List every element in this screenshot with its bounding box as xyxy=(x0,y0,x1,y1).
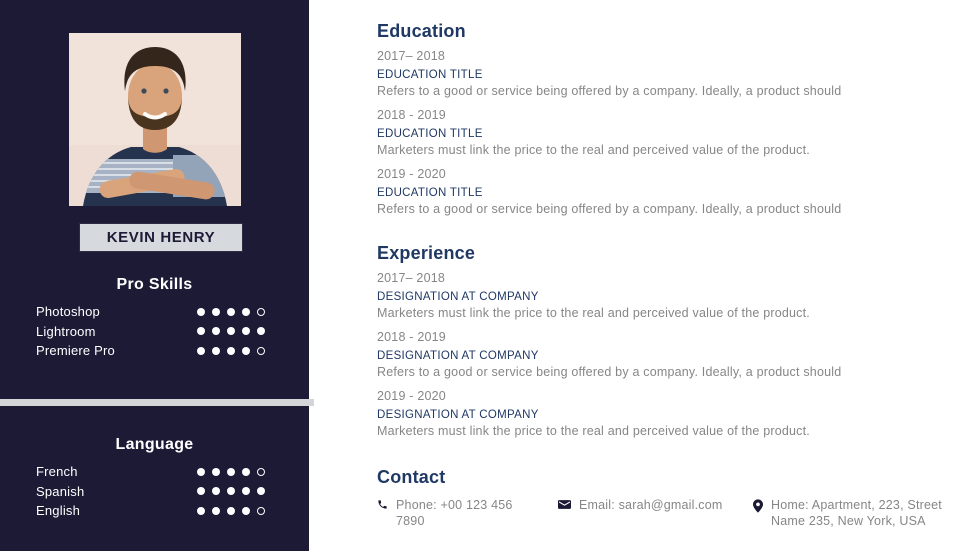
resume-entry xyxy=(377,108,962,158)
experience-entries xyxy=(377,271,962,439)
rating-dot xyxy=(257,507,265,515)
skills-list xyxy=(0,302,309,361)
rating-dot xyxy=(242,507,250,515)
skill-label: Premiere Pro xyxy=(36,343,115,359)
entry-title: EDUCATION TITLE xyxy=(377,128,483,140)
rating-dot xyxy=(257,327,265,335)
entry-period: 2017– 2018 xyxy=(377,49,446,63)
entry-description: Marketers must link the price to the real and perceived value of the product. xyxy=(377,143,810,157)
entry-period: 2018 - 2019 xyxy=(377,108,446,122)
entry-title: DESIGNATION AT COMPANY xyxy=(377,350,539,362)
contact-email xyxy=(558,497,773,513)
contact-items xyxy=(377,497,962,543)
contact-home-text: Home: Apartment, 223, Street Name 235, New York, USA xyxy=(771,498,942,528)
contact-section xyxy=(377,466,962,543)
skill-row xyxy=(0,462,309,482)
entry-title: DESIGNATION AT COMPANY xyxy=(377,291,539,303)
entry-title: DESIGNATION AT COMPANY xyxy=(377,409,539,421)
rating-dot xyxy=(242,468,250,476)
entry-title: EDUCATION TITLE xyxy=(377,69,483,81)
rating-dot xyxy=(212,487,220,495)
rating-dot xyxy=(227,487,235,495)
name-badge xyxy=(80,224,242,251)
email-icon xyxy=(558,499,571,510)
rating-dot xyxy=(242,327,250,335)
rating-dot xyxy=(197,487,205,495)
language-list xyxy=(0,462,309,521)
rating-dots xyxy=(197,507,265,515)
skill-label: Spanish xyxy=(36,483,85,499)
contact-heading: Contact xyxy=(377,467,446,487)
skill-row xyxy=(0,341,309,361)
rating-dot xyxy=(212,347,220,355)
rating-dots xyxy=(197,308,265,316)
entry-description: Refers to a good or service being offered by a company. Ideally, a product should xyxy=(377,84,842,98)
rating-dot xyxy=(197,507,205,515)
person-name: KEVIN HENRY xyxy=(106,229,216,246)
rating-dots xyxy=(197,487,265,495)
entry-period: 2019 - 2020 xyxy=(377,167,446,181)
education-entries xyxy=(377,49,962,217)
skill-label: English xyxy=(36,503,81,519)
entry-description: Marketers must link the price to the real and perceived value of the product. xyxy=(377,306,810,320)
skill-label: French xyxy=(36,464,78,480)
rating-dot xyxy=(212,507,220,515)
entry-period: 2019 - 2020 xyxy=(377,389,446,403)
skill-row xyxy=(0,501,309,521)
rating-dot xyxy=(257,468,265,476)
resume-entry xyxy=(377,389,962,439)
rating-dot xyxy=(227,468,235,476)
resume-entry xyxy=(377,49,962,99)
contact-phone-text: Phone: +00 123 456 7890 xyxy=(396,498,513,528)
contact-phone xyxy=(377,497,527,529)
rating-dot xyxy=(197,347,205,355)
experience-heading: Experience xyxy=(377,243,476,263)
rating-dots xyxy=(197,347,265,355)
resume-entry xyxy=(377,330,962,380)
sidebar-divider xyxy=(0,399,314,406)
rating-dot xyxy=(212,308,220,316)
language-section-title: Language xyxy=(115,436,194,453)
rating-dot xyxy=(227,347,235,355)
entry-description: Marketers must link the price to the real and perceived value of the product. xyxy=(377,424,810,438)
rating-dots xyxy=(197,327,265,335)
sidebar xyxy=(0,0,309,551)
rating-dot xyxy=(242,347,250,355)
experience-section xyxy=(377,242,962,448)
entry-description: Refers to a good or service being offered by a company. Ideally, a product should xyxy=(377,202,842,216)
rating-dots xyxy=(197,468,265,476)
education-heading: Education xyxy=(377,21,466,41)
rating-dot xyxy=(242,487,250,495)
skill-label: Photoshop xyxy=(36,304,100,320)
rating-dot xyxy=(227,308,235,316)
resume-entry xyxy=(377,271,962,321)
rating-dot xyxy=(197,308,205,316)
rating-dot xyxy=(197,468,205,476)
entry-description: Refers to a good or service being offered by a company. Ideally, a product should xyxy=(377,365,842,379)
entry-period: 2018 - 2019 xyxy=(377,330,446,344)
profile-photo-illustration xyxy=(69,33,241,206)
rating-dot xyxy=(212,468,220,476)
phone-icon xyxy=(377,499,388,510)
contact-email-text: Email: sarah@gmail.com xyxy=(579,498,723,512)
education-section xyxy=(377,20,962,226)
skills-section-title: Pro Skills xyxy=(116,276,193,293)
profile-photo xyxy=(69,33,241,206)
contact-home xyxy=(753,497,965,529)
rating-dot xyxy=(227,507,235,515)
rating-dot xyxy=(212,327,220,335)
rating-dot xyxy=(197,327,205,335)
skill-label: Lightroom xyxy=(36,323,96,339)
location-icon xyxy=(753,499,763,513)
entry-title: EDUCATION TITLE xyxy=(377,187,483,199)
rating-dot xyxy=(242,308,250,316)
rating-dot xyxy=(257,347,265,355)
resume-entry xyxy=(377,167,962,217)
skill-row xyxy=(0,322,309,342)
skill-row xyxy=(0,482,309,502)
entry-period: 2017– 2018 xyxy=(377,271,446,285)
rating-dot xyxy=(257,308,265,316)
rating-dot xyxy=(227,327,235,335)
skill-row xyxy=(0,302,309,322)
rating-dot xyxy=(257,487,265,495)
